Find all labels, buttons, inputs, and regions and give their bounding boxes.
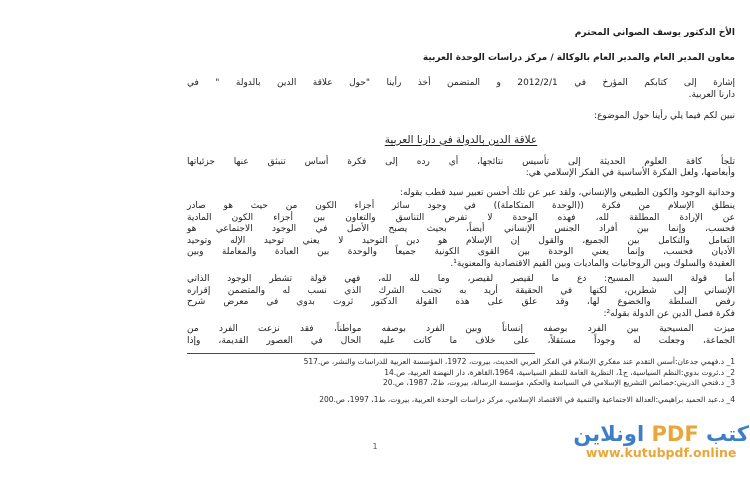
body-paragraph-4 (187, 274, 735, 320)
body-line: وأبعاضها، ولعل الفكرة الأساسية في الفكر الإسلامي هي: (525, 168, 735, 178)
kutubpdf-url: www.kutubpdf.online (585, 445, 737, 461)
body-paragraph-5 (187, 324, 735, 347)
footnote-separator (187, 353, 535, 354)
reference-line: دارنا العربية. (688, 89, 735, 100)
document-page (187, 27, 735, 406)
footnote-item: 2_ د.ثروت بدوي:النظم السياسية، ج1، النظرية العامة للنظم السياسية، 1964،القاهرة، دار النهضة العربية، ص.14 (384, 367, 735, 377)
body-line: أما قولة السيد المسيح: دع ما لقيصر لقيصر، وما لله لله، فهي قولة تشطر الوجود الذاتي (187, 274, 735, 284)
body-line: الأديان فحسب، وإنما يعني الوحدة بين القوى الكونية جميعاً والوحدة بين العبادة والمعاملة وبين (187, 247, 735, 257)
body-line: الإنساني إلى شطرين، لكنها في الحقيقة أريد به تجنب الشرك الذي نسب له والمتضمن إقراره (187, 285, 735, 296)
body-paragraph-3 (187, 201, 735, 270)
footnote-item: 4_ د.عبد الحميد براهيمي:العدالة الاجتماعية والتنمية في الاقتصاد الإسلامي، مركز دراسات الوحدة العربية، بيروت، ط1، 1997، ص.200 (319, 394, 735, 404)
body-line: فحسب، وإنما بين أفراد الجنس الإنساني أيضاً، بحيث يصبح الأصل في الوجود الاجتماعي هو (187, 224, 735, 234)
body-line: ينطلق الإسلام من فكرة ((الوحدة المتكاملة)) في وجود سائر أجزاء الكون من حيث هو صادر (187, 201, 735, 211)
page-number: 1 (372, 442, 378, 451)
document-title: علاقة الدين بالدولة في دارنا العربية (384, 133, 538, 146)
logo-word-kutub: كتب (705, 422, 749, 446)
kutubpdf-watermark (573, 423, 749, 459)
body-line: التعامل والتكامل بين الجميع، والقول إن الإسلام هو دين التوحيد لا يعني توحيد الإله وتوحيد (187, 235, 735, 246)
body-line: عن الإرادة المطلقة لله، فهذه الوحدة لا تفرض التناسق والتعاون بين أجزاء الكون المادية (187, 212, 735, 223)
logo-word-pdf: PDF (651, 422, 699, 446)
body-line: فكرة فصل الدين عن الدولة بقوله²: (603, 308, 735, 319)
recipient-name-line: الأخ الدكتور يوسف الصواني المحترم (574, 28, 735, 38)
footnote-item: 1_ د.فهمي جدعان:أسس التقدم عند مفكري الإسلام في الفكر العربي الحديث، بيروت، 1972، المؤسسة العربية للدراسات والنشر، ص.517 (303, 357, 735, 366)
body-line: وحدانية الوجود والكون الطبيعي والإنساني، ولقد عبر عن تلك أحسن تعبير سيد قطب بقوله: (399, 187, 735, 198)
body-line: ميزت المسيحية بين الفرد بوصفه إنساناً وبين الفرد بوصفه مواطناً، فقد نزعت الفرد من (187, 324, 735, 334)
recipient-title-line: معاون المدير العام والمدير العام بالوكالة / مركز دراسات الوحدة العربية (422, 53, 735, 63)
body-paragraph-1 (187, 157, 735, 180)
body-line: الجماعة، وجعلت له وجوداً مستقلاً، على خلاف ما كانت عليه الحال في العصور القديمة، وإذا (187, 335, 735, 346)
body-line: العقيدة والسلوك وبين الروحانيات والماديات وبين القيم الاقتصادية والمعنوية¹. (450, 258, 735, 269)
intro-line: نبين لكم فيما يلي رأينا حول الموضوع: (594, 111, 735, 121)
logo-word-online: اونلاين (573, 422, 645, 446)
body-paragraph-2 (187, 188, 735, 200)
body-line: رفض السلطة والخضوع لها، وقد علق على هذه القولة الدكتور ثروت بدوي في معرض شرح (187, 297, 735, 307)
footnotes-section (187, 358, 735, 404)
kutubpdf-logo (573, 423, 749, 445)
footnote-item: 3_ د.فتحي الدريني:خصائص التشريع الإسلامي في السياسة والحكم، مؤسسة الرسالة، بيروت، ط2، 1987، ص.20 (383, 378, 735, 387)
reference-line: إشارة إلى كتابكم المؤرخ في 2012/2/1 و المتضمن أخذ رأينا "حول علاقة الدين بالدولة " في (187, 78, 735, 88)
body-line: تلجأ كافة العلوم الحديثة إلى تأسيس نتائجها، أي رده إلى فكرة أساس تنبثق عنها جزئياتها (187, 156, 735, 167)
reference-paragraph (187, 78, 735, 101)
